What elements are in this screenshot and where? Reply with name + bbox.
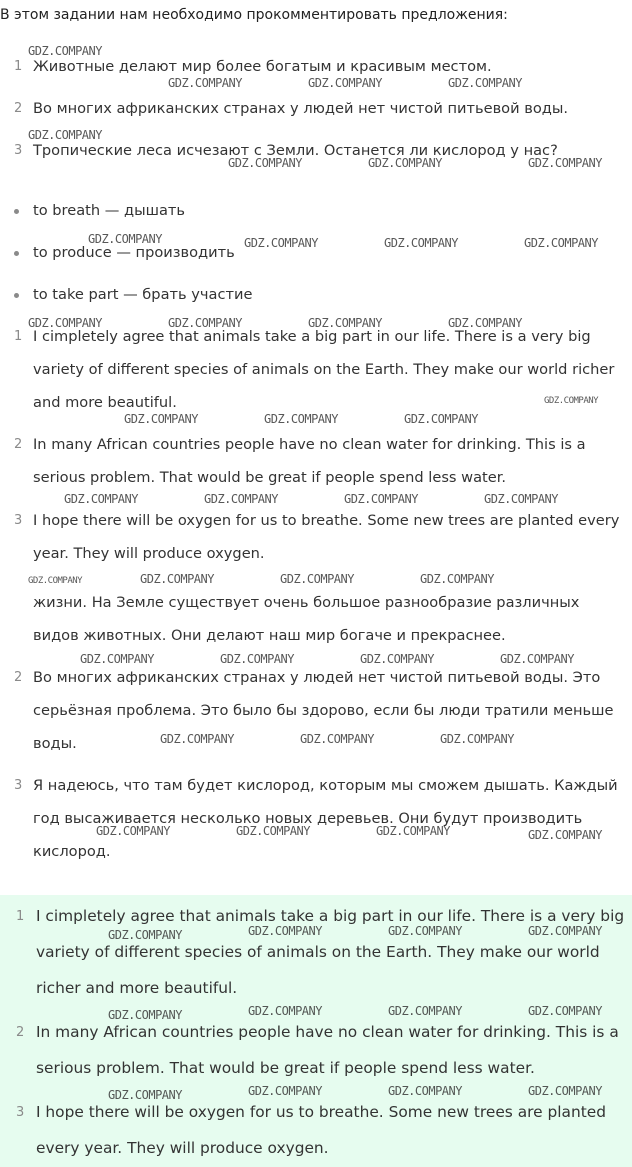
item-number: 3 (14, 513, 23, 528)
item-text: Животные делают мир более богатым и красивым местом. (33, 58, 492, 75)
item-text: In many African countries people have no clean water for drinking. This is a serious problem. That would be great if people spend less water. (36, 1023, 619, 1077)
watermark-text: GDZ.COMPANY (280, 572, 354, 586)
watermark-text: GDZ.COMPANY (528, 156, 602, 170)
watermark-text: GDZ.COMPANY (360, 652, 434, 666)
watermark-text: GDZ.COMPANY (384, 236, 458, 250)
watermark-text: GDZ.COMPANY (108, 1088, 182, 1102)
intro-text: В этом задании нам необходимо прокомментировать предложения: (0, 7, 508, 23)
watermark-text: GDZ.COMPANY (140, 572, 214, 586)
watermark-text: GDZ.COMPANY (204, 492, 278, 506)
item-number: 1 (16, 909, 25, 924)
watermark-text: GDZ.COMPANY (404, 412, 478, 426)
watermark-text: GDZ.COMPANY (28, 316, 102, 330)
watermark-text: GDZ.COMPANY (388, 924, 462, 938)
item-text: Тропические леса исчезают с Земли. Останется ли кислород у нас? (33, 142, 558, 159)
watermark-text: GDZ.COMPANY (484, 492, 558, 506)
watermark-text: GDZ.COMPANY (544, 396, 599, 406)
watermark-text: GDZ.COMPANY (448, 76, 522, 90)
item-number: 3 (14, 143, 23, 158)
watermark-text: GDZ.COMPANY (228, 156, 302, 170)
watermark-text: GDZ.COMPANY (96, 824, 170, 838)
watermark-text: GDZ.COMPANY (344, 492, 418, 506)
item-text: I hope there will be oxygen for us to breathe. Some new trees are planted every year. They will produce oxygen. (36, 1103, 606, 1157)
vocabulary-text: to breath — дышать (33, 202, 186, 219)
item-number: 2 (14, 437, 23, 452)
watermark-text: GDZ.COMPANY (124, 412, 198, 426)
watermark-text: GDZ.COMPANY (28, 44, 102, 58)
watermark-text: GDZ.COMPANY (388, 1084, 462, 1098)
watermark-text: GDZ.COMPANY (248, 1084, 322, 1098)
watermark-text: GDZ.COMPANY (64, 492, 138, 506)
watermark-text: GDZ.COMPANY (80, 652, 154, 666)
answer-box (0, 895, 632, 1167)
item-number: 2 (14, 670, 23, 685)
bullet-icon (14, 293, 19, 298)
watermark-text: GDZ.COMPANY (308, 76, 382, 90)
watermark-text: GDZ.COMPANY (88, 232, 162, 246)
watermark-text: GDZ.COMPANY (500, 652, 574, 666)
watermark-text: GDZ.COMPANY (168, 76, 242, 90)
watermark-text: GDZ.COMPANY (420, 572, 494, 586)
watermark-text: GDZ.COMPANY (448, 316, 522, 330)
item-number: 2 (14, 101, 23, 116)
watermark-text: GDZ.COMPANY (264, 412, 338, 426)
item-number: 1 (14, 329, 23, 344)
item-number: 2 (16, 1025, 25, 1040)
watermark-text: GDZ.COMPANY (528, 1084, 602, 1098)
item-number: 3 (16, 1105, 25, 1120)
watermark-text: GDZ.COMPANY (528, 924, 602, 938)
watermark-text: GDZ.COMPANY (108, 1008, 182, 1022)
item-text: I cimpletely agree that animals take a big part in our life. There is a very big variety of different species of animals on the Earth. They make our world richer and more beautiful. (36, 907, 625, 997)
watermark-text: GDZ.COMPANY (440, 732, 514, 746)
item-text: жизни. На Земле существует очень большое разнообразие различных видов животных. Они делают наш мир богаче и прекраснее. (33, 594, 580, 644)
watermark-text: GDZ.COMPANY (236, 824, 310, 838)
item-text: Во многих африканских странах у людей нет чистой питьевой воды. Это серьёзная проблема. Это было бы здорово, если бы люди тратили меньше воды. (33, 669, 614, 752)
watermark-text: GDZ.COMPANY (524, 236, 598, 250)
watermark-text: GDZ.COMPANY (108, 928, 182, 942)
watermark-text: GDZ.COMPANY (28, 576, 83, 586)
item-text: In many African countries people have no clean water for drinking. This is a serious problem. That would be great if people spend less water. (33, 436, 586, 486)
item-text: I hope there will be oxygen for us to breathe. Some new trees are planted every year. They will produce oxygen. (33, 512, 620, 562)
item-text: Во многих африканских странах у людей нет чистой питьевой воды. (33, 100, 569, 117)
watermark-text: GDZ.COMPANY (28, 128, 102, 142)
watermark-text: GDZ.COMPANY (368, 156, 442, 170)
watermark-text: GDZ.COMPANY (220, 652, 294, 666)
watermark-text: GDZ.COMPANY (160, 732, 234, 746)
watermark-text: GDZ.COMPANY (300, 732, 374, 746)
watermark-text: GDZ.COMPANY (248, 1004, 322, 1018)
vocabulary-text: to produce — производить (33, 244, 235, 261)
vocabulary-text: to take part — брать участие (33, 286, 253, 303)
item-text: I cimpletely agree that animals take a big part in our life. There is a very big variety of different species of animals on the Earth. They make our world richer and more beautiful. (33, 328, 615, 411)
watermark-text: GDZ.COMPANY (244, 236, 318, 250)
watermark-text: GDZ.COMPANY (528, 828, 602, 842)
watermark-text: GDZ.COMPANY (168, 316, 242, 330)
watermark-text: GDZ.COMPANY (388, 1004, 462, 1018)
bullet-icon (14, 209, 19, 214)
watermark-text: GDZ.COMPANY (308, 316, 382, 330)
watermark-text: GDZ.COMPANY (248, 924, 322, 938)
item-number: 3 (14, 778, 23, 793)
item-number: 1 (14, 59, 23, 74)
watermark-text: GDZ.COMPANY (376, 824, 450, 838)
bullet-icon (14, 251, 19, 256)
watermark-text: GDZ.COMPANY (528, 1004, 602, 1018)
item-text: Я надеюсь, что там будет кислород, которым мы сможем дышать. Каждый год высаживается несколько новых деревьев. Они будут производить кислород. (33, 777, 618, 860)
